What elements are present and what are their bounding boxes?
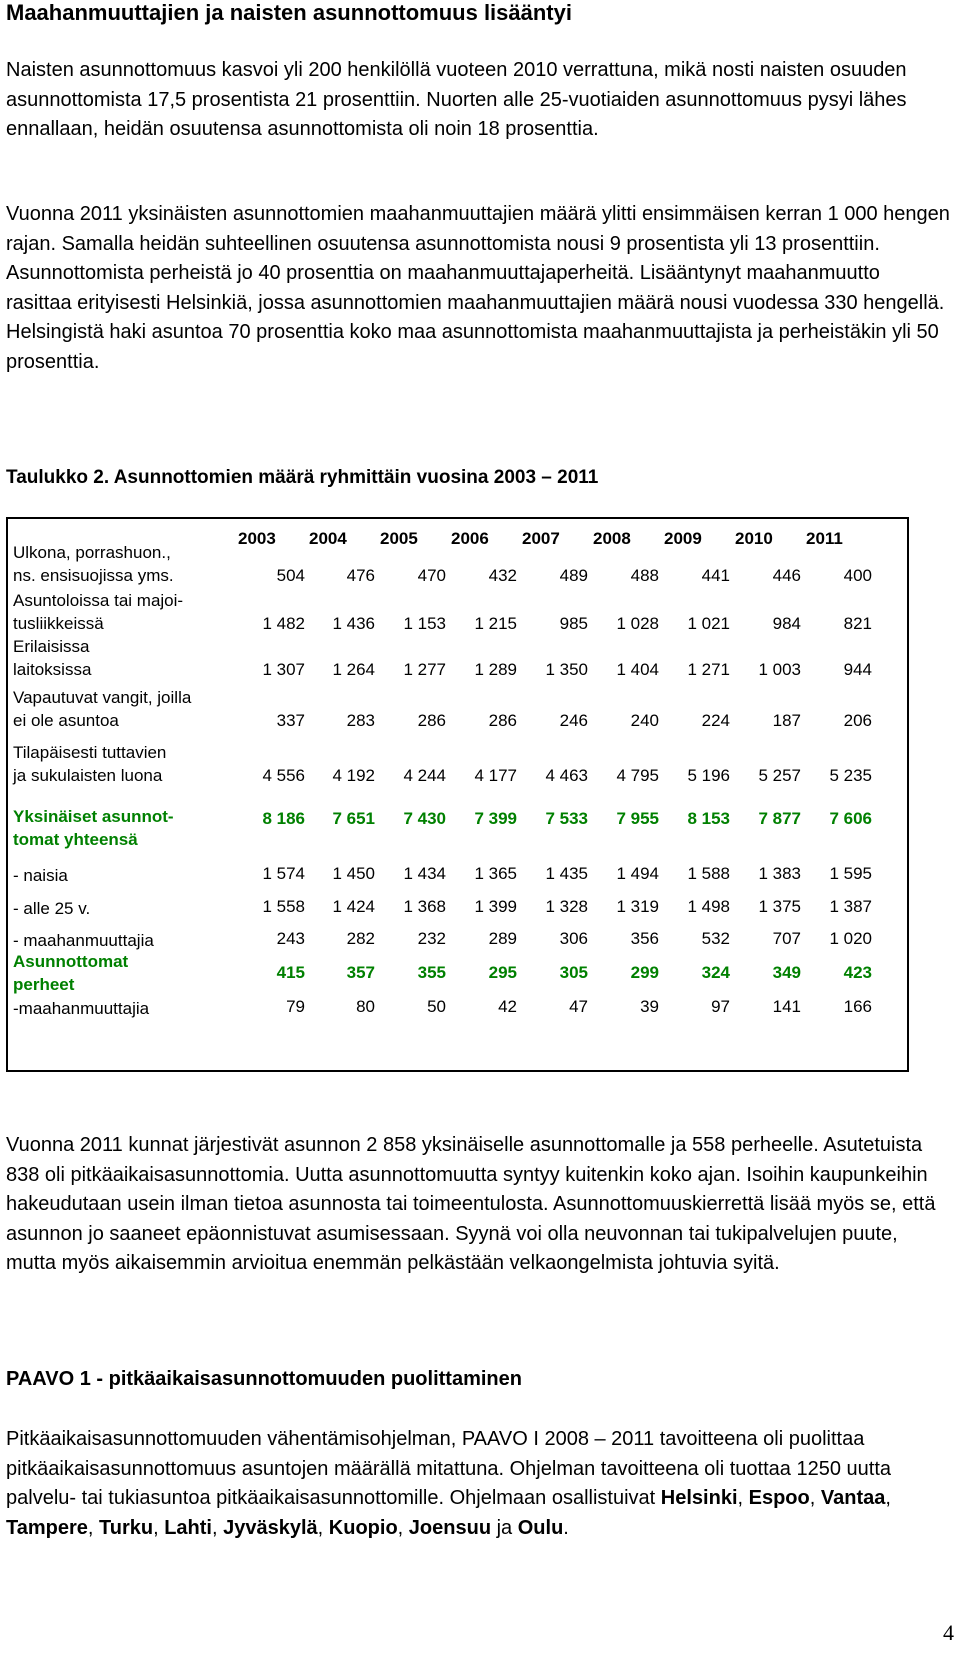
table-cell: 4 192 [332,766,375,785]
table-cell: 299 [630,963,659,982]
row-label: -maahanmuuttajia [13,999,150,1018]
row-label-continued: ja sukulaisten luona [13,766,163,785]
table-cell: 470 [417,566,446,585]
table-cell: 80 [356,997,375,1016]
row-label: Asuntoloissa tai majoi- [13,591,184,610]
table-cell: 5 257 [758,766,801,785]
table-cell: 1 399 [474,897,517,916]
table-cell: 7 877 [758,809,801,828]
city-list: Helsinki, Espoo, Vantaa, Tampere, Turku, Lahti, Jyväskylä, Kuopio, Joensuu ja Oulu. [6,1487,891,1539]
row-label: Yksinäiset asunnot- [13,807,174,826]
table-cell: 289 [488,929,517,948]
table-cell: 1 498 [687,897,730,916]
table-cell: 423 [843,963,872,982]
row-label: Erilaisissa [13,637,90,656]
table-cell: 79 [286,997,305,1016]
year-header-2003: 2003 [238,529,276,548]
table-cell: 1 558 [262,897,305,916]
year-header-2005: 2005 [380,529,418,548]
table-cell: 1 375 [758,897,801,916]
table-cell: 1 350 [545,660,588,679]
table-cell: 707 [772,929,801,948]
table-cell: 7 955 [616,809,659,828]
paragraph-immigrants: Vuonna 2011 yksinäisten asunnottomien maahanmuuttajien määrä ylitti ensimmäisen kerran 1 000 hengen rajan. Samalla heidän suhteellinen osuutensa asunnottomista nousi 9 prosentista yli 13 prosenttiin. Asunnottomista perheistä jo 40 prosenttia on maahanmuuttajaperheitä. Lisääntynyt maahanmuutto rasittaa erityisesti Helsinkiä, jossa asunnottomien maahanmuuttajien määrä nousi vuodessa 330 hengellä. Helsingistä haki asuntoa 70 prosenttia koko maa asunnottomista maahanmuuttajista ja perheistäkin yli 50 prosenttia. [6,203,950,373]
year-header-2007: 2007 [522,529,560,548]
table-cell: 1 595 [829,864,872,883]
table-cell: 355 [417,963,446,982]
table-cell: 286 [488,711,517,730]
paavo-text: Pitkäaikaisasunnottomuuden vähentämisohjelman, PAAVO I 2008 – 2011 tavoitteena oli puolittaa pitkäaikaisasunnottomuus asuntojen määrällä mitattuna. Ohjelman tavoitteena oli tuottaa 1250 uutta palvelu- tai tukiasuntoa pitkäaikaisasunnottomille. Ohjelmaan osallistuivat [6,1428,891,1509]
table-cell: 1 307 [262,660,305,679]
table-cell: 7 606 [829,809,872,828]
row-label: - maahanmuuttajia [13,931,154,950]
table-cell: 476 [346,566,375,585]
table-cell: 356 [630,929,659,948]
table-cell: 4 556 [262,766,305,785]
city-name: Jyväskylä [223,1516,318,1539]
row-label: Asunnottomat [13,952,129,971]
city-name: Espoo [748,1487,810,1509]
table-cell: 944 [843,660,872,679]
table-caption: Taulukko 2. Asunnottomien määrä ryhmittäin vuosina 2003 – 2011 [6,467,599,488]
table-cell: 1 021 [687,614,730,633]
table-cell: 1 424 [332,897,375,916]
row-label: Vapautuvat vangit, joilla [13,688,192,707]
table-cell: 306 [559,929,588,948]
table-cell: 1 368 [403,897,446,916]
table-cell: 283 [346,711,375,730]
table-cell: 282 [346,929,375,948]
table-cell: 1 588 [687,864,730,883]
table-cell: 206 [843,711,872,730]
table-cell: 1 271 [687,660,730,679]
table-cell: 446 [772,566,801,585]
table-cell: 1 574 [262,864,305,883]
table-cell: 1 328 [545,897,588,916]
paragraph-housing-2011: Vuonna 2011 kunnat järjestivät asunnon 2 858 yksinäiselle asunnottomalle ja 558 perheelle. Asutetuista 838 oli pitkäaikaisasunnottomia. Uutta asunnottomuutta syntyy kuitenkin koko ajan. Isoihin kaupunkeihin hakeudutaan usein ilman tietoa asunnosta tai toimeentulosta. Asunnottomuuskierrettä lisää myös se, että asunnon jo saaneet epäonnistuvat asumisessaan. Syynä voi olla neuvonnan tai tukipalvelujen puute, mutta myös aikaisemmin arvioitua enemmän pelkästään velkaongelmista johtuvia syitä. [6,1134,936,1274]
table-cell: 5 235 [829,766,872,785]
table-cell: 400 [843,566,872,585]
table-cell: 166 [843,997,872,1016]
table-cell: 504 [276,566,305,585]
table-cell: 441 [701,566,730,585]
page-title: Maahanmuuttajien ja naisten asunnottomuus lisääntyi [6,0,572,25]
table-cell: 821 [843,614,872,633]
table-cell: 286 [417,711,446,730]
row-label: - naisia [13,866,68,885]
table-cell: 224 [701,711,730,730]
city-name: Lahti [164,1516,212,1539]
table-cell: 7 533 [545,809,588,828]
table-cell: 984 [772,614,801,633]
table-cell: 42 [498,997,517,1016]
table-cell: 7 399 [474,809,517,828]
table-cell: 1 277 [403,660,446,679]
table-cell: 532 [701,929,730,948]
table-cell: 415 [276,963,305,982]
city-name: Turku [99,1516,154,1539]
table-cell: 432 [488,566,517,585]
row-label: Tilapäisesti tuttavien [13,743,167,762]
table-cell: 488 [630,566,659,585]
page-number: 4 [943,1620,954,1645]
paragraph-paavo [6,1425,951,1543]
table-cell: 1 365 [474,864,517,883]
table-cell: 8 153 [687,809,730,828]
city-name: Joensuu [408,1516,492,1539]
table-cell: 1 319 [616,897,659,916]
table-cell: 1 434 [403,864,446,883]
table-cell: 47 [569,997,588,1016]
table-cell: 1 436 [332,614,375,633]
row-label: Ulkona, porrashuon., [13,543,171,562]
table-cell: 1 494 [616,864,659,883]
table-cell: 349 [772,963,801,982]
table-cell: 50 [427,997,446,1016]
table-cell: 246 [559,711,588,730]
table-cell: 8 186 [262,809,305,828]
city-name: Oulu [517,1516,564,1539]
table-cell: 1 404 [616,660,659,679]
row-label-continued: tomat yhteensä [13,830,138,849]
row-label-continued: ei ole asuntoa [13,711,119,730]
table-cell: 489 [559,566,588,585]
table-cell: 187 [772,711,801,730]
city-name: Kuopio [328,1516,398,1539]
table-cell: 1 383 [758,864,801,883]
table-cell: 243 [276,929,305,948]
table-cell: 1 450 [332,864,375,883]
year-header-2009: 2009 [664,529,702,548]
table-cell: 4 244 [403,766,446,785]
table-cell: 295 [488,963,517,982]
table-cell: 1 289 [474,660,517,679]
year-header-2004: 2004 [309,529,347,548]
row-label-continued: ns. ensisuojissa yms. [13,566,174,585]
table-cell: 1 215 [474,614,517,633]
year-header-2008: 2008 [593,529,631,548]
table-cell: 1 153 [403,614,446,633]
table-cell: 141 [772,997,801,1016]
table-cell: 357 [346,963,375,982]
table-cell: 324 [701,963,730,982]
table-cell: 4 795 [616,766,659,785]
section-heading-paavo: PAAVO 1 - pitkäaikaisasunnottomuuden puolittaminen [6,1368,522,1390]
table-cell: 240 [630,711,659,730]
city-name: Helsinki [660,1487,738,1509]
table-cell: 1 020 [829,929,872,948]
year-header-2006: 2006 [451,529,489,548]
table-cell: 5 196 [687,766,730,785]
table-cell: 305 [559,963,588,982]
table-cell: 7 651 [332,809,375,828]
table-cell: 337 [276,711,305,730]
table-cell: 4 177 [474,766,517,785]
table-cell: 1 482 [262,614,305,633]
table-cell: 1 435 [545,864,588,883]
table-cell: 97 [711,997,730,1016]
table-cell: 4 463 [545,766,588,785]
table-cell: 39 [640,997,659,1016]
table-cell: 1 264 [332,660,375,679]
year-header-2011: 2011 [806,529,843,548]
table-cell: 7 430 [403,809,446,828]
row-label-continued: perheet [13,975,75,994]
paragraph-women-youth: Naisten asunnottomuus kasvoi yli 200 henkilöllä vuoteen 2010 verrattuna, mikä nosti naisten osuuden asunnottomista 17,5 prosentista 21 prosenttiin. Nuorten alle 25-vuotiaiden asunnottomuus pysyi lähes ennallaan, heidän osuutensa asunnottomista oli noin 18 prosenttia. [6,59,907,140]
row-label-continued: tusliikkeissä [13,614,104,633]
year-header-2010: 2010 [735,529,773,548]
row-label: - alle 25 v. [13,899,91,918]
table-cell: 232 [417,929,446,948]
homeless-groups-table [6,517,909,1072]
table-cell: 985 [559,614,588,633]
city-name: Vantaa [820,1487,886,1509]
table-cell: 1 003 [758,660,801,679]
city-name: Tampere [6,1516,88,1539]
row-label-continued: laitoksissa [13,660,92,679]
table-cell: 1 387 [829,897,872,916]
table-cell: 1 028 [616,614,659,633]
